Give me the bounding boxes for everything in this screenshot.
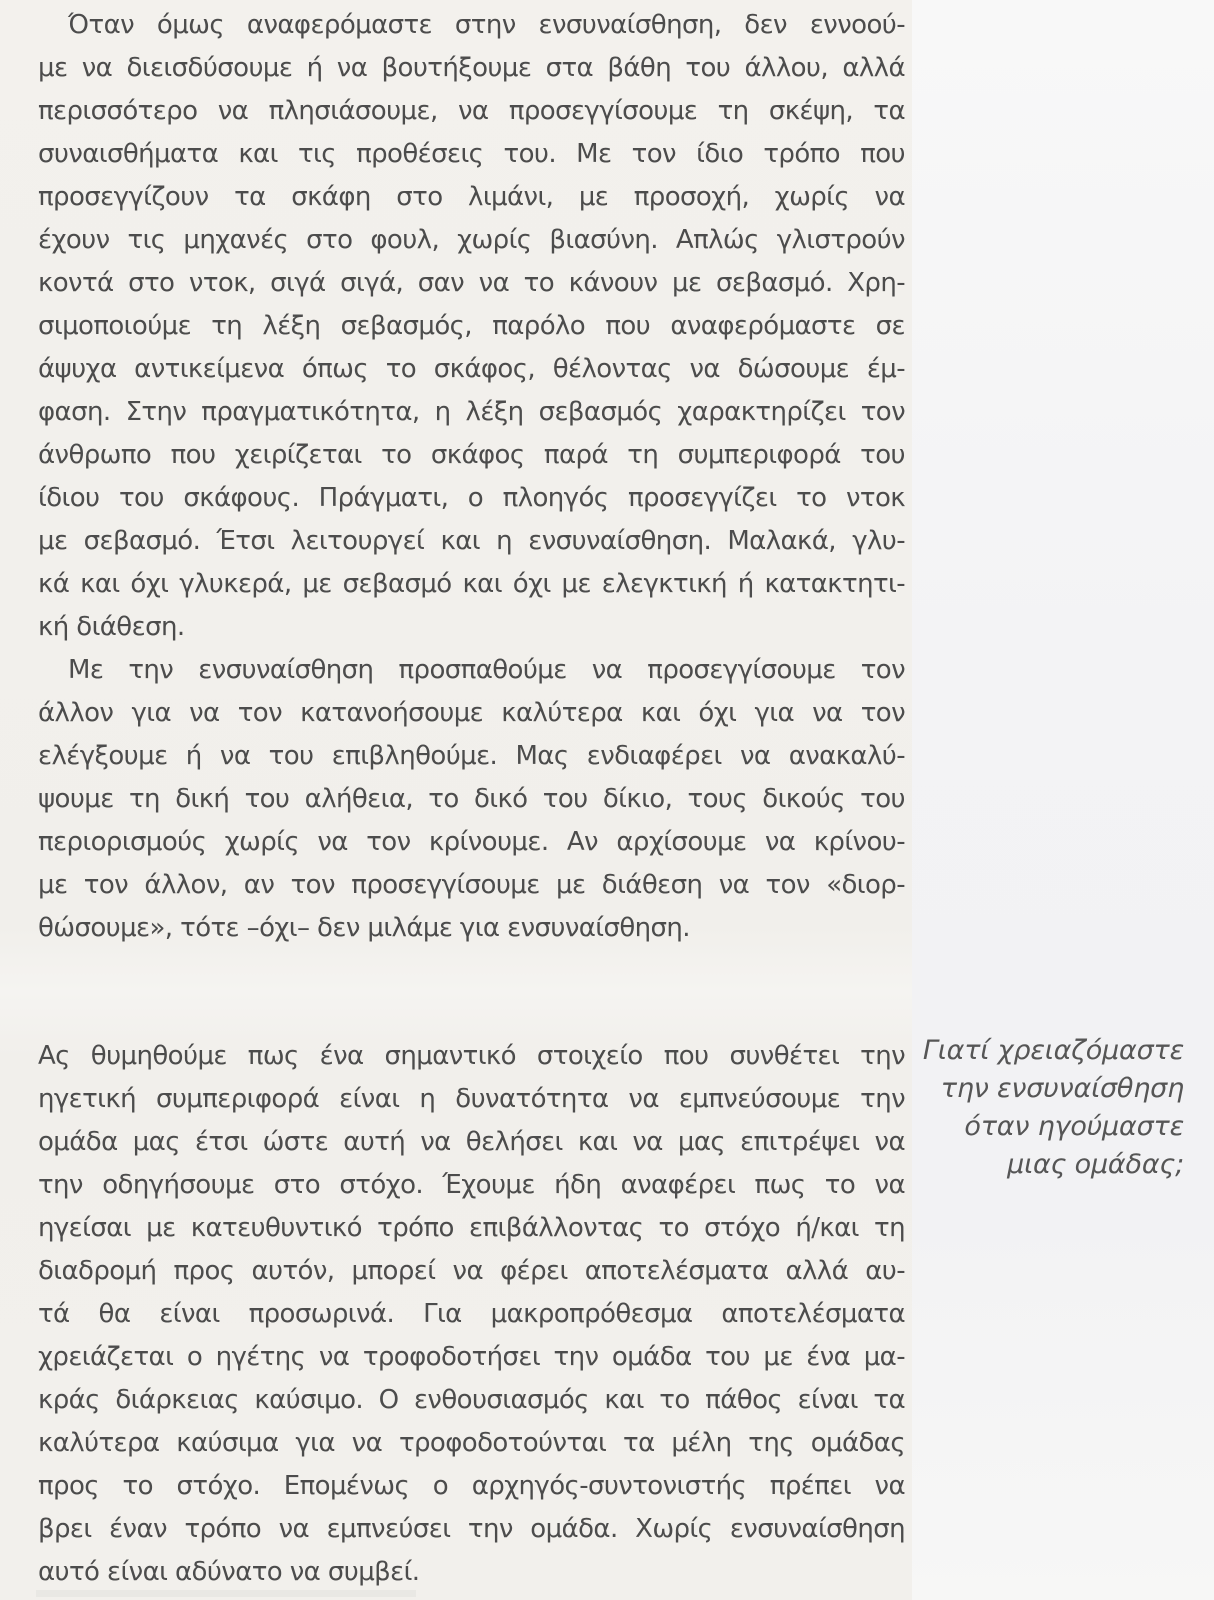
body-text — [38, 4, 905, 1594]
text-line: περισσότερο να πλησιάσουμε, να προσεγγίσουμε τη σκέψη, τα — [38, 96, 905, 126]
text-line: βρει έναν τρόπο να εμπνεύσει την ομάδα. Χωρίς ενσυναίσθηση — [38, 1514, 905, 1544]
text-line: Γιατί χρειαζόμαστε — [922, 1035, 1184, 1066]
text-line: κά και όχι γλυκερά, με σεβασμό και όχι με ελεγκτική ή κατακτητι- — [38, 569, 905, 599]
text-line: άνθρωπο που χειρίζεται το σκάφος παρά τη συμπεριφορά του — [38, 440, 905, 470]
text-line: χρειάζεται ο ηγέτης να τροφοδοτήσει την ομάδα του με ένα μα- — [38, 1342, 905, 1372]
text-line: συναισθήματα και τις προθέσεις του. Με τον ίδιο τρόπο που — [38, 139, 905, 169]
text-line: με να διεισδύσουμε ή να βουτήξουμε στα βάθη του άλλου, αλλά — [38, 53, 905, 83]
scan-artifact-strip — [36, 1590, 416, 1597]
text-line: προσεγγίζουν τα σκάφη στο λιμάνι, με προσοχή, χωρίς να — [38, 182, 905, 212]
text-line: άλλον για να τον κατανοήσουμε καλύτερα και όχι για να τον — [38, 698, 905, 728]
text-line: περιορισμούς χωρίς να τον κρίνουμε. Αν αρχίσουμε να κρίνου- — [38, 827, 905, 857]
text-line: ηγείσαι με κατευθυντικό τρόπο επιβάλλοντας το στόχο ή/και τη — [38, 1213, 905, 1243]
text-line: ψουμε τη δική του αλήθεια, το δικό του δίκιο, τους δικούς του — [38, 784, 905, 814]
text-line: αυτό είναι αδύνατο να συμβεί. — [38, 1557, 420, 1587]
text-line: προς το στόχο. Επομένως ο αρχηγός-συντονιστής πρέπει να — [38, 1471, 905, 1501]
text-line: φαση. Στην πραγματικότητα, η λέξη σεβασμός χαρακτηρίζει τον — [38, 397, 905, 427]
text-line: κή διάθεση. — [38, 612, 185, 642]
text-line: Ας θυμηθούμε πως ένα σημαντικό στοιχείο που συνθέτει την — [38, 1041, 905, 1071]
text-line: άψυχα αντικείμενα όπως το σκάφος, θέλοντας να δώσουμε έμ- — [38, 354, 905, 384]
text-line: μιας ομάδας; — [1007, 1149, 1184, 1180]
text-line: την ενσυναίσθηση — [940, 1073, 1184, 1104]
text-line: με τον άλλον, αν τον προσεγγίσουμε με διάθεση να τον «διορ- — [38, 870, 905, 900]
text-line: έχουν τις μηχανές στο φουλ, χωρίς βιασύνη. Απλώς γλιστρούν — [38, 225, 905, 255]
margin-note — [894, 1032, 1184, 1184]
paragraph-2 — [38, 649, 905, 950]
text-line: κοντά στο ντοκ, σιγά σιγά, σαν να το κάνουν με σεβασμό. Χρη- — [38, 268, 905, 298]
paragraph-3 — [38, 1035, 905, 1594]
text-line: όταν ηγούμαστε — [964, 1111, 1184, 1142]
text-line: ομάδα μας έτσι ώστε αυτή να θελήσει και να μας επιτρέψει να — [38, 1127, 905, 1157]
text-line: ίδιου του σκάφους. Πράγματι, ο πλοηγός προσεγγίζει το ντοκ — [38, 483, 905, 513]
text-line: Όταν όμως αναφερόμαστε στην ενσυναίσθηση, δεν εννοού- — [68, 10, 905, 40]
text-line: Με την ενσυναίσθηση προσπαθούμε να προσεγγίσουμε τον — [68, 655, 905, 685]
text-line: καλύτερα καύσιμα για να τροφοδοτούνται τα μέλη της ομάδας — [38, 1428, 905, 1458]
text-line: ελέγξουμε ή να του επιβληθούμε. Μας ενδιαφέρει να ανακαλύ- — [38, 741, 905, 771]
text-line: με σεβασμό. Έτσι λειτουργεί και η ενσυναίσθηση. Μαλακά, γλυ- — [38, 526, 905, 556]
text-line: τά θα είναι προσωρινά. Για μακροπρόθεσμα αποτελέσματα — [38, 1299, 905, 1329]
text-line: σιμοποιούμε τη λέξη σεβασμός, παρόλο που αναφερόμαστε σε — [38, 311, 905, 341]
paragraph-1 — [38, 4, 905, 649]
text-line: κράς διάρκειας καύσιμο. Ο ενθουσιασμός και το πάθος είναι τα — [38, 1385, 905, 1415]
text-line: διαδρομή προς αυτόν, μπορεί να φέρει αποτελέσματα αλλά αυ- — [38, 1256, 905, 1286]
text-line: την οδηγήσουμε στο στόχο. Έχουμε ήδη αναφέρει πως το να — [38, 1170, 905, 1200]
text-line: ηγετική συμπεριφορά είναι η δυνατότητα να εμπνεύσουμε την — [38, 1084, 905, 1114]
text-line: θώσουμε», τότε –όχι– δεν μιλάμε για ενσυναίσθηση. — [38, 913, 690, 943]
